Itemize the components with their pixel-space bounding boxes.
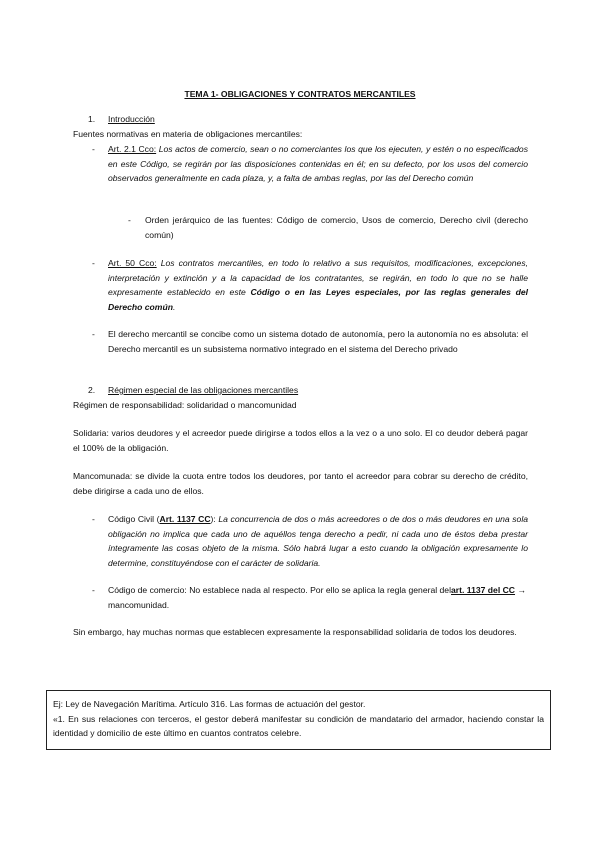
art21-paragraph (108, 142, 528, 186)
section-2-number: 2. (88, 385, 96, 395)
bullet-dash: - (92, 585, 95, 595)
example-line-1: Ej: Ley de Navegación Marítima. Artículo 316. Las formas de actuación del gestor. (53, 699, 366, 709)
art50-end: . (172, 301, 176, 312)
art50-bold: Código o en las Leyes especiales, por las reglas generales del Derecho común (108, 287, 528, 312)
bullet-dash: - (128, 215, 131, 225)
sin-embargo-paragraph: Sin embargo, hay muchas normas que establecen expresamente la responsabilidad solidaria de todos los deudores. (73, 627, 517, 637)
civil-after: ): (210, 514, 216, 524)
bullet-dash: - (92, 144, 95, 154)
section-1-heading: Introducción (108, 114, 155, 124)
comercio-text: Código de comercio: No establece nada al respecto. Por ello se aplica la regla general del (108, 585, 451, 595)
page-title: TEMA 1- OBLIGACIONES Y CONTRATOS MERCANTILES (184, 89, 416, 99)
civil-text: La concurrencia de dos o más acreedores o de dos o más deudores en una sola obligación no implica que cada uno de aquéllos tenga derecho a pedir, ni cada uno de éstos deba prestar íntegramente las cosas objeto de la misma. Sólo habrá lugar a esto cuando la obligación expresamente lo determine, constituyéndose con el carácter de solidaria. (108, 514, 529, 568)
comercio-end: → mancomunidad. (108, 585, 526, 610)
example-box (46, 690, 551, 750)
section-1-intro: Fuentes normativas en materia de obligaciones mercantiles: (73, 129, 303, 139)
art21-text: Los actos de comercio, sean o no comerciantes los que los ejecuten, y estén o no especificados en este Código, se regirán por las disposiciones contenidas en él; en su defecto, por los usos del comercio observados generalmente en cada plaza, y, a falta de ambas reglas, por las del Derecho común (108, 144, 528, 183)
comercio-ref: art. 1137 del CC (451, 585, 516, 595)
art21-ref: Art. 2.1 Cco: (108, 144, 157, 154)
section-2-heading: Régimen especial de las obligaciones mercantiles (108, 385, 299, 395)
codigo-civil-paragraph (108, 512, 528, 570)
mancomunada-paragraph: Mancomunada: se divide la cuota entre todos los deudores, por tanto el acreedor para cobrar su derecho de crédito, debe dirigirse a cada uno de ellos. (73, 471, 528, 496)
codigo-comercio-paragraph (108, 583, 528, 612)
art50-ref: Art. 50 Cco: (108, 258, 157, 268)
bullet-dash: - (92, 514, 95, 524)
orden-paragraph: Orden jerárquico de las fuentes: Código de comercio, Usos de comercio, Derecho civil (derecho común) (145, 215, 528, 240)
bullet-dash: - (92, 258, 95, 268)
art50-paragraph (108, 256, 528, 314)
art50-text: Los contratos mercantiles, en todo lo relativo a sus requisitos, modificaciones, excepciones, interpretación y extinción y a la capacidad de los contratantes, se regirán, en todo lo que no se halle expresamente establecido en este (108, 258, 529, 297)
example-line-2: «1. En sus relaciones con terceros, el gestor deberá manifestar su condición de mandatario del armador, haciendo constar la identidad y domicilio de este último en cuantos contratos celebre. (53, 713, 544, 738)
bullet-dash: - (92, 329, 95, 339)
section-1-number: 1. (88, 114, 96, 124)
civil-lead: Código Civil ( (108, 514, 160, 524)
mercantil-paragraph: El derecho mercantil se concibe como un sistema dotado de autonomía, pero la autonomía no es absoluta: el Derecho mercantil es un subsistema normativo integrado en el sistema del Derecho privado (108, 329, 528, 354)
regimen-line: Régimen de responsabilidad: solidaridad o mancomunidad (73, 400, 297, 410)
solidaria-paragraph: Solidaria: varios deudores y el acreedor puede dirigirse a todos ellos a la vez o a uno solo. El co deudor deberá pagar el 100% de la obligación. (73, 428, 528, 453)
civil-ref: Art. 1137 CC (159, 514, 211, 524)
